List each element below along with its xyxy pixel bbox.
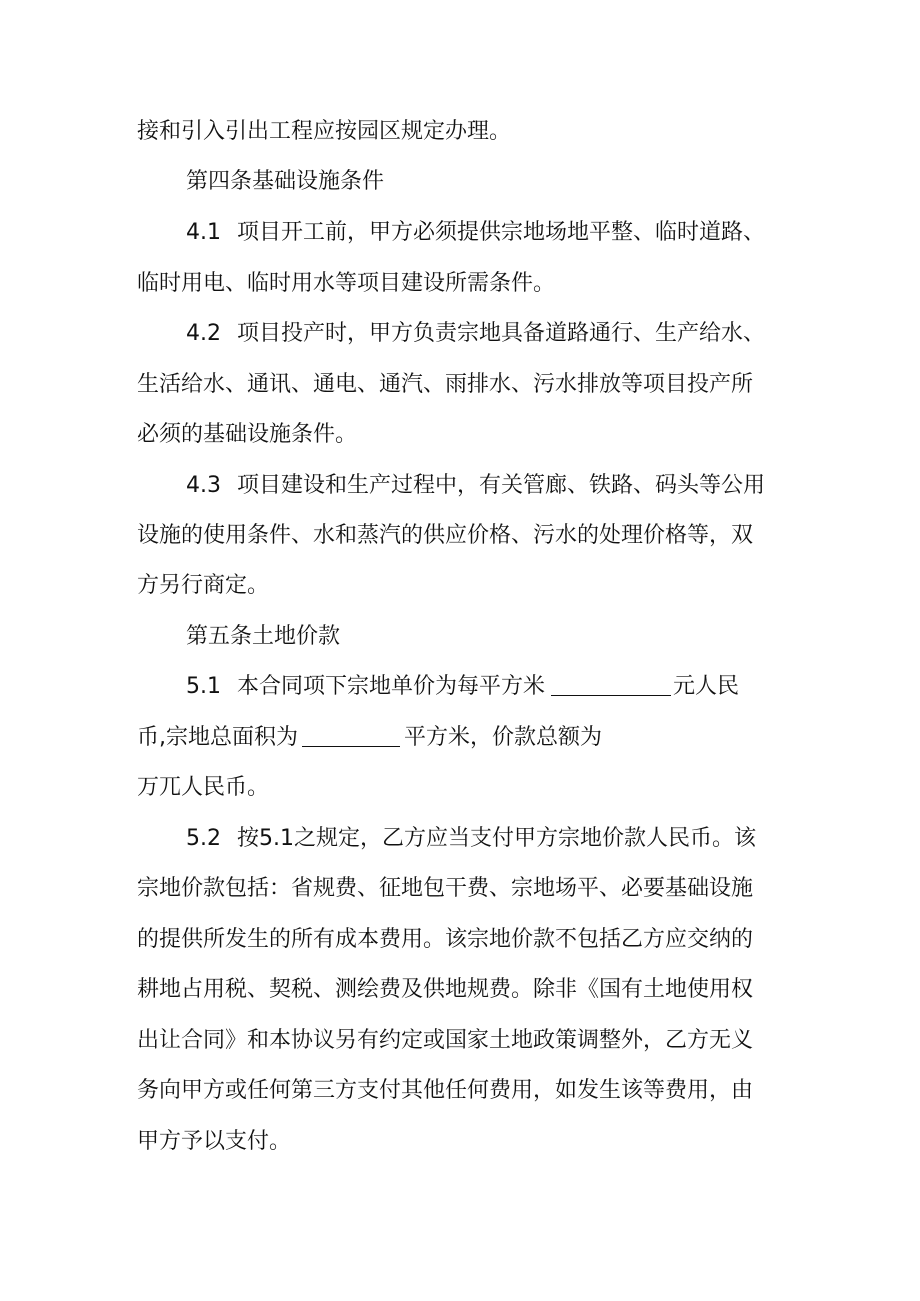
line-text: 万兀人民币。 (137, 775, 270, 800)
line-text: 方另行商定。 (137, 573, 270, 598)
line-text: 项目开工前，甲方必须提供宗地场地平整、临时道路、 (237, 220, 766, 245)
text-line (137, 1076, 787, 1106)
clause-4-1 (186, 218, 786, 248)
line-text: 平方米，价款总额为 (404, 725, 603, 750)
text-line (137, 117, 537, 147)
total-area-blank (302, 724, 400, 747)
line-text: 生活给水、通讯、通电、通汽、雨排水、污水排放等项目投产所 (137, 372, 754, 397)
line-text: 甲方予以支付。 (137, 1129, 292, 1154)
section-heading-5 (186, 622, 386, 652)
unit-price-blank (551, 673, 671, 696)
line-text: 按5.1之规定，乙方应当支付甲方宗地价款人民币。该 (237, 826, 756, 851)
text-line (137, 1127, 337, 1157)
line-text: 元人民 (673, 674, 740, 699)
line-text: 宗地价款包括：省规费、征地包干费、宗地场平、必要基础设施 (137, 876, 754, 901)
text-line (137, 521, 787, 551)
line-text: 必须的基础设施条件。 (137, 422, 358, 447)
text-line (137, 874, 787, 904)
text-line (137, 773, 337, 803)
text-line (137, 269, 577, 299)
text-line (137, 420, 377, 450)
clause-number: 4.3 (186, 473, 221, 498)
clause-4-3 (186, 471, 786, 501)
text-line (137, 975, 787, 1005)
clause-number: 5.2 (186, 826, 221, 851)
clause-number: 5.1 (186, 674, 221, 699)
line-text: 设施的使用条件、水和蒸汽的供应价格、污水的处理价格等，双 (137, 523, 754, 548)
clause-4-2 (186, 319, 786, 349)
text-line (137, 370, 787, 400)
text-line (137, 925, 787, 955)
line-text: 项目投产时，甲方负责宗地具备道路通行、生产给水、 (237, 321, 766, 346)
line-text: 本合同项下宗地单价为每平方米 (237, 674, 546, 699)
line-text: 项目建设和生产过程中，有关管廊、铁路、码头等公用 (237, 473, 766, 498)
line-text: 接和引入引出工程应按园区规定办理。 (137, 119, 512, 144)
line-text: 务向甲方或任何第三方支付其他任何费用，如发生该等费用，由 (137, 1078, 754, 1103)
line-text: 第四条基础设施条件 (186, 169, 385, 194)
clause-5-1 (186, 672, 786, 702)
clause-number: 4.2 (186, 321, 221, 346)
clause-5-2 (186, 824, 786, 854)
line-text: 出让合同》和本协议另有约定或国家土地政策调整外，乙方无义 (137, 1028, 754, 1053)
line-text: 币,宗地总面积为 (137, 725, 298, 750)
clause-number: 4.1 (186, 220, 221, 245)
text-line (137, 1026, 787, 1056)
line-text: 耕地占用税、契税、测绘费及供地规费。除非《国有土地使用权 (137, 977, 754, 1002)
line-text: 的提供所发生的所有成本费用。该宗地价款不包括乙方应交纳的 (137, 927, 754, 952)
line-text: 第五条土地价款 (186, 624, 341, 649)
section-heading-4 (186, 167, 406, 197)
text-line (137, 571, 287, 601)
text-line (137, 723, 637, 753)
line-text: 临时用电、临时用水等项目建设所需条件。 (137, 271, 556, 296)
